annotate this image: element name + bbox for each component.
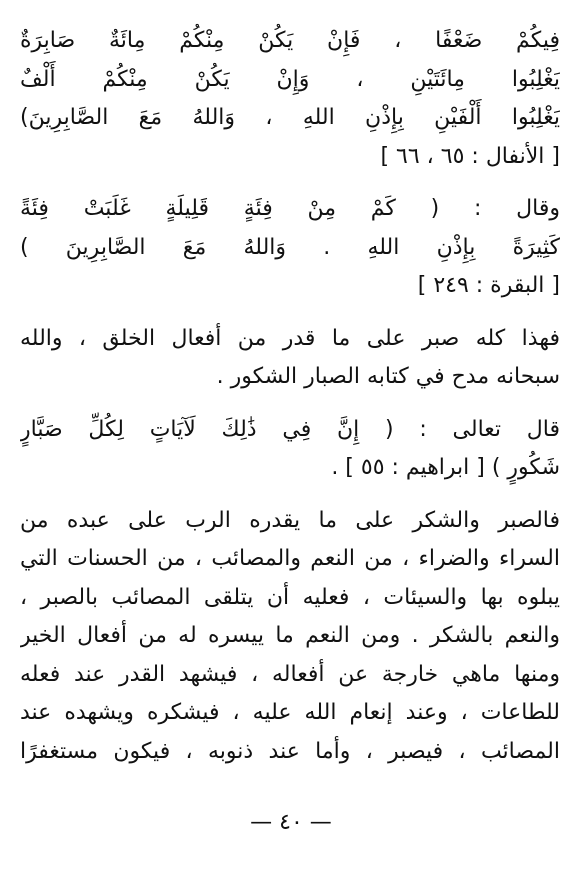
text-line: السراء والضراء ، من النعم والمصائب ، من الحسنات التي [20,546,560,571]
text-line: فِيكُمْ ضَعْفًا ، فَإِنْ يَكُنْ مِنْكُمْ مِائَةٌ صَابِرَةٌ [20,28,560,53]
text-line: فالصبر والشكر على ما يقدره الرب على عبده من [20,507,560,533]
citation: [ البقرة : ٢٤٩ ] [417,273,560,298]
text-line: يبلوه بها والسيئات ، فعليه أن يتلقى المصائب بالصبر ، [20,584,560,610]
text-line: وقال : ( كَمْ مِنْ فِئَةٍ قَلِيلَةٍ غَلَبَتْ فِئَةً [20,196,560,221]
paragraph-quran-anfal [20,22,560,176]
text-line: قال تعالى : ( إِنَّ فِي ذَٰلِكَ لَآيَاتٍ لِكُلِّ صَبَّارٍ [20,416,560,442]
text-line: كَثِيرَةً بِإِذْنِ اللهِ . وَاللهُ مَعَ الصَّابِرِينَ ) [20,234,560,260]
citation: شَكُورٍ ) [ ابراهيم : ٥٥ ] . [331,455,560,480]
text-line: يَغْلِبُوا مِائَتَيْنِ ، وَإِنْ يَكُنْ مِنْكُمْ أَلْفٌ [20,66,560,92]
text-line: سبحانه مدح في كتابه الصبار الشكور . [216,364,560,389]
page-body [20,22,560,771]
paragraph-patience-gratitude [20,502,560,772]
paragraph-commentary [20,320,560,397]
page-number: — ٤٠ — [250,810,332,835]
text-line: ومنها ماهي خارجة عن أفعاله ، فيشهد القدر عند فعله [20,661,560,687]
text-line: يَغْلِبُوا أَلْفَيْنِ بِإِذْنِ اللهِ ، وَاللهُ مَعَ الصَّابِرِينَ) [20,105,560,130]
text-line: المصائب ، فيصبر ، وأما عند ذنوبه ، فيكون مستغفرًا [20,738,560,764]
paragraph-quran-ibrahim [20,411,560,488]
text-line: للطاعات ، وعند إنعام الله عليه ، فيشكره ويشهده عند [20,700,560,725]
text-line: فهذا كله صبر على ما قدر من أفعال الخلق ، والله [20,325,560,351]
citation: [ الأنفال : ٦٥ ، ٦٦ ] [380,143,560,169]
text-line: والنعم بالشكر . ومن النعم ما ييسره له من أفعال الخير [20,623,560,648]
paragraph-quran-baqara [20,190,560,306]
